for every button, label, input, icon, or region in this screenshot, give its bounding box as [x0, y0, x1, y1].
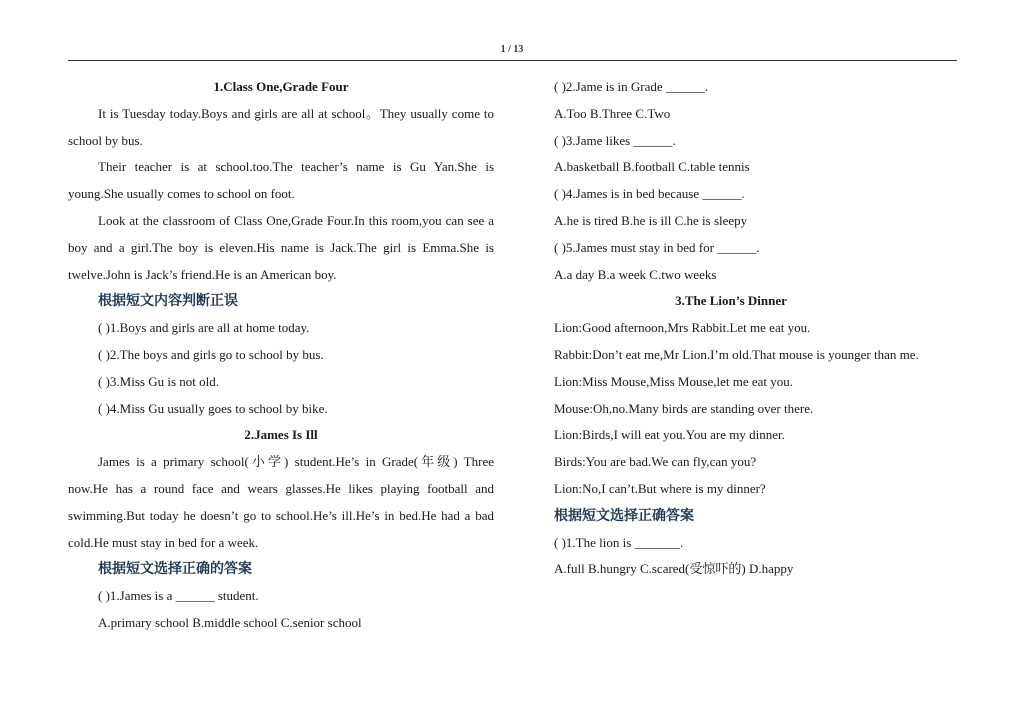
story2-title: 2.James Is Ill	[244, 427, 318, 443]
story2-question: ( )5.James must stay in bed for ______.	[554, 239, 760, 255]
story3-dialogue-line: Birds:You are bad.We can fly,can you?	[554, 454, 757, 470]
story2-question: ( )2.Jame is in Grade ______.	[554, 79, 709, 94]
story2-options: A.a day B.a week C.two weeks	[554, 266, 717, 282]
story1-paragraph: It is Tuesday today.Boys and girls are all at school。They usually come to school by bus.	[68, 105, 494, 148]
story1-paragraph: Their teacher is at school.too.The teacher’s name is Gu Yan.She is young.She usually comes to school on foot.	[68, 159, 494, 202]
story3-question: ( )1.The lion is _______.	[554, 534, 684, 550]
story2-question: ( )3.Jame likes ______.	[554, 132, 676, 148]
story2-options: A.basketball B.football C.table tennis	[554, 159, 750, 175]
story1-question: ( )1.Boys and girls are all at home today.	[98, 320, 310, 336]
story3-dialogue-line: Lion:No,I can’t.But where is my dinner?	[554, 480, 766, 496]
story1-question: ( )4.Miss Gu usually goes to school by bike.	[98, 400, 328, 416]
story3-section-heading: 根据短文选择正确答案	[554, 507, 694, 524]
story3-dialogue-line: Lion:Birds,I will eat you.You are my dinner.	[554, 427, 785, 443]
story3-dialogue-line: Lion:Good afternoon,Mrs Rabbit.Let me eat you.	[554, 320, 811, 336]
story2-section-heading: 根据短文选择正确的答案	[98, 561, 252, 578]
header-rule	[68, 60, 957, 61]
page-number: 1 / 13	[500, 44, 524, 55]
story3-title: 3.The Lion’s Dinner	[675, 293, 787, 309]
left-column	[68, 74, 494, 637]
story2-options: A.he is tired B.he is ill C.he is sleepy	[554, 212, 748, 228]
story1-title: 1.Class One,Grade Four	[213, 79, 349, 94]
story2-options: A.primary school B.middle school C.senior school	[98, 614, 362, 630]
story3-options: A.full B.hungry C.scared(受惊吓的) D.happy	[554, 561, 794, 577]
right-column	[524, 74, 938, 583]
story2-question: ( )1.James is a ______ student.	[98, 588, 259, 604]
story1-paragraph: Look at the classroom of Class One,Grade Four.In this room,you can see a boy and a girl.The boy is eleven.His name is Jack.The girl is Emma.She is twelve.John is Jack’s friend.He is an American boy.	[68, 212, 494, 282]
story3-dialogue-line: Mouse:Oh,no.Many birds are standing over there.	[554, 400, 814, 416]
story2-options: A.Too B.Three C.Two	[554, 105, 671, 121]
story1-question: ( )3.Miss Gu is not old.	[98, 373, 219, 389]
story3-dialogue-line: Rabbit:Don’t eat me,Mr Lion.I’m old.That mouse is younger than me.	[554, 346, 919, 362]
story3-dialogue-line: Lion:Miss Mouse,Miss Mouse,let me eat you.	[554, 373, 794, 389]
story2-question: ( )4.James is in bed because ______.	[554, 186, 745, 202]
story1-question: ( )2.The boys and girls go to school by bus.	[98, 346, 324, 362]
story1-section-heading: 根据短文内容判断正误	[98, 293, 238, 310]
story2-paragraph: James is a primary school(小学) student.He’s in Grade(年级) Three now.He has a round face and wears glasses.He likes playing football and swimming.But today he doesn’t go to school.He’s ill.He’s in bed.He had a bad cold.He must stay in bed for a week.	[68, 454, 494, 550]
